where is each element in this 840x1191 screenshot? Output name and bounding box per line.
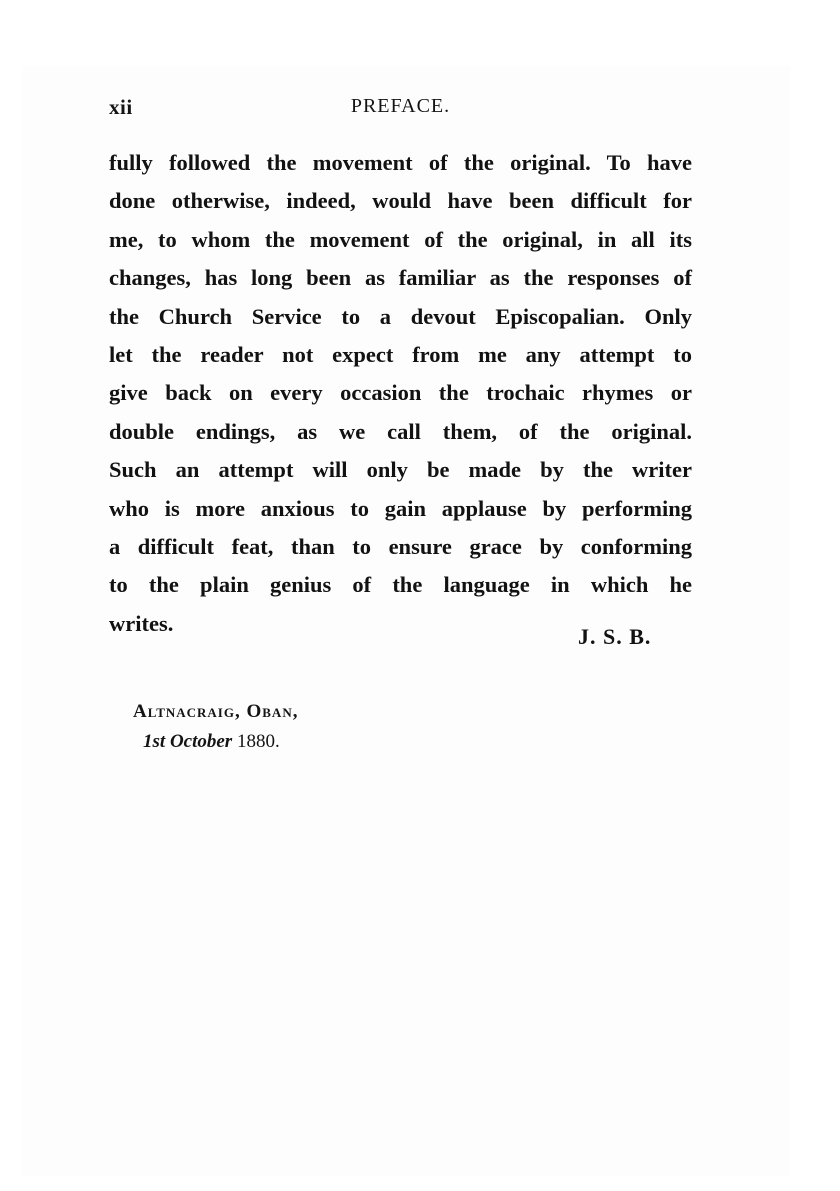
text-line: me, to whom the movement of the original, in all its (109, 226, 692, 252)
page-header (109, 95, 692, 123)
text-line: done otherwise, indeed, would have been difficult for (109, 188, 692, 214)
preface-paragraph (109, 144, 692, 643)
text-line: give back on every occasion the trochaic rhymes or (109, 380, 692, 406)
text-line: double endings, as we call them, of the original. (109, 418, 692, 444)
text-line: to the plain genius of the language in which he (109, 572, 692, 598)
text-line: fully followed the movement of the original. To have (109, 150, 692, 175)
dateline-year: 1880. (236, 731, 280, 752)
text-line: Such an attempt will only be made by the writer (109, 457, 692, 483)
text-line: the Church Service to a devout Episcopalian. Only (109, 303, 692, 329)
dateline-date (133, 727, 298, 757)
text-line: changes, has long been as familiar as the responses of (109, 265, 692, 291)
text-line: writes. (109, 610, 174, 636)
author-initials: J. S. B. (578, 624, 652, 649)
page-number: xii (109, 95, 133, 119)
text-line: a difficult feat, than to ensure grace by conforming (109, 533, 692, 559)
dateline-month: October (169, 731, 233, 752)
running-title: PREFACE. (350, 95, 451, 117)
dateline (133, 697, 298, 757)
text-line: who is more anxious to gain applause by performing (109, 495, 692, 521)
dateline-day: 1st (143, 731, 166, 752)
dateline-place: Altnacraig, Oban, (133, 701, 299, 722)
text-line: let the reader not expect from me any attempt to (109, 341, 692, 367)
